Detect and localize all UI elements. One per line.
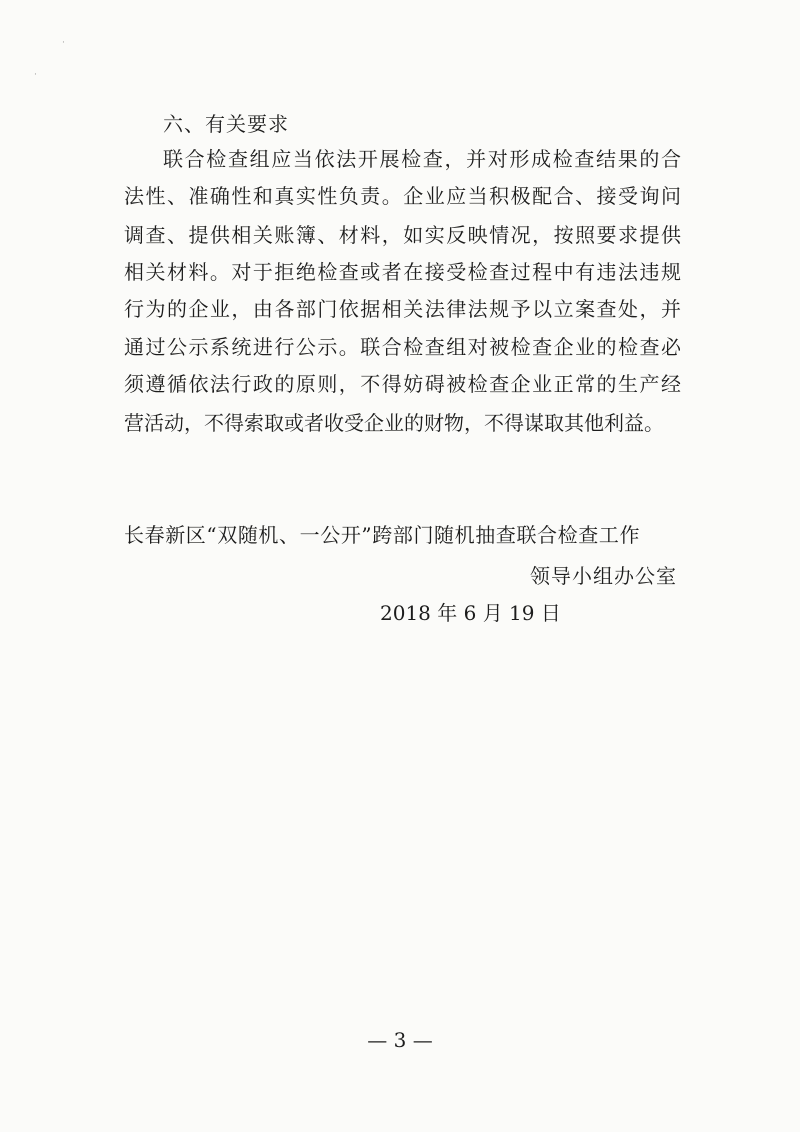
paragraph-line: 行为的企业，由各部门依据相关法律法规予以立案查处，并	[124, 297, 681, 321]
issue-date: 2018 年 6 月 19 日	[380, 601, 561, 625]
page-number: — 3 —	[367, 1028, 433, 1052]
paragraph-line: 相关材料。对于拒绝检查或者在接受检查过程中有违法违规	[124, 260, 681, 284]
paragraph-line: 通过公示系统进行公示。联合检查组对被检查企业的检查必	[124, 335, 681, 359]
section-heading: 六、有关要求	[163, 112, 289, 136]
paragraph-line: 营活动，不得索取或者收受企业的财物，不得谋取其他利益。	[124, 411, 664, 435]
paragraph-line: 调查、提供相关账簿、材料，如实反映情况，按照要求提供	[124, 223, 681, 247]
paragraph-line: 联合检查组应当依法开展检查，并对形成检查结果的合	[163, 147, 681, 171]
issuing-organization: 长春新区“双随机、一公开”跨部门随机抽查联合检查工作	[124, 523, 641, 547]
scan-mark: ·	[62, 38, 65, 48]
paragraph-line: 法性、准确性和真实性负责。企业应当积极配合、接受询问	[124, 184, 681, 208]
scan-mark: ·	[34, 70, 37, 80]
paragraph-line: 须遵循依法行政的原则，不得妨碍被检查企业正常的生产经	[124, 372, 681, 396]
issuing-office: 领导小组办公室	[530, 564, 677, 588]
